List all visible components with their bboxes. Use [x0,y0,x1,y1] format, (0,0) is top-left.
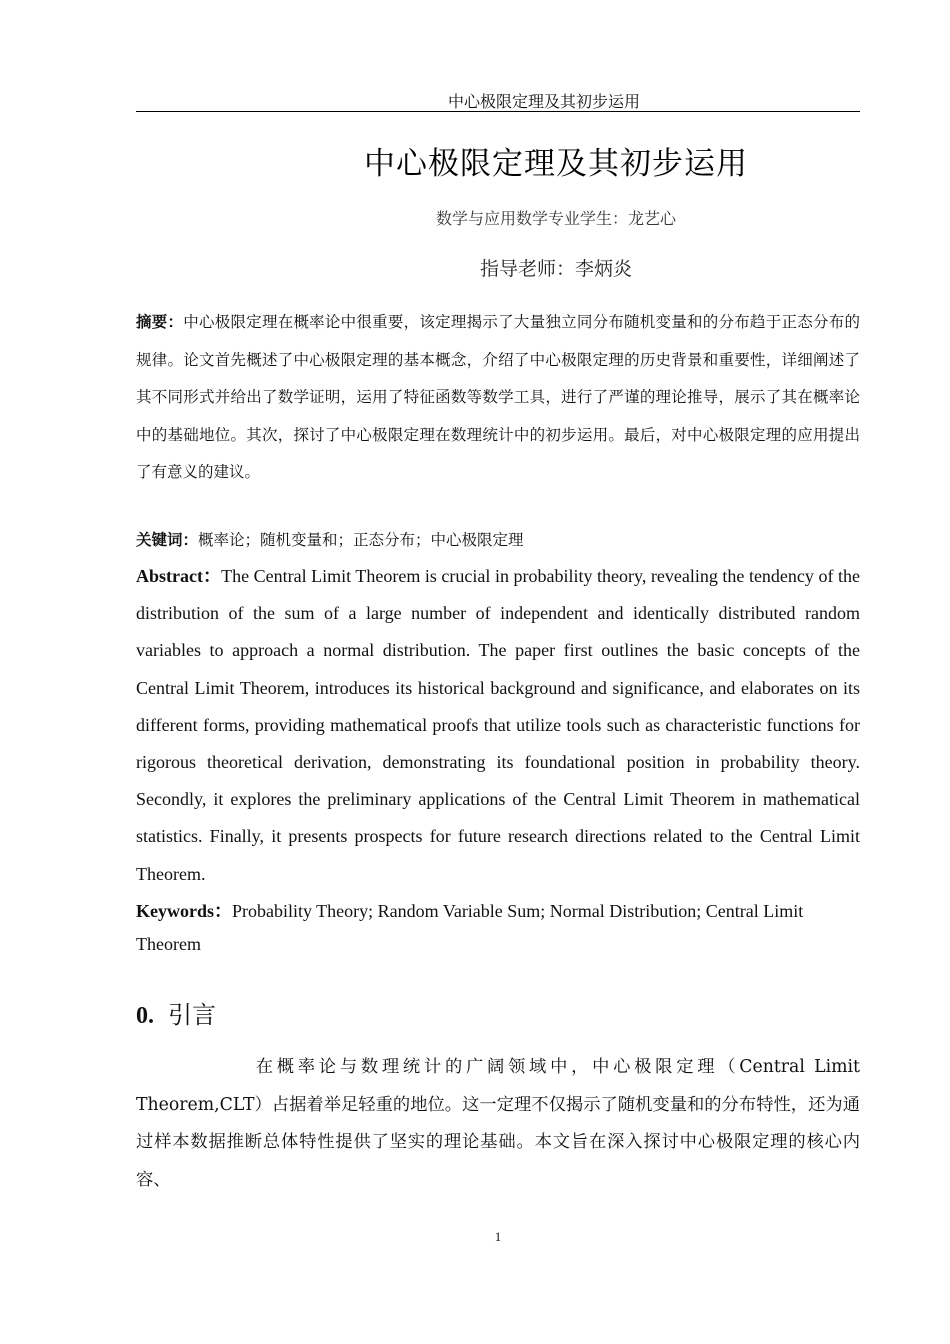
introduction-text: 在概率论与数理统计的广阔领域中，中心极限定理（Central Limit Theorem,CLT）占据着举足轻重的地位。这一定理不仅揭示了随机变量和的分布特性，还为通过样本数据推断总体特性提供了坚实的理论基础。本文旨在深入探讨中心极限定理的核心内容、 [136,1057,860,1190]
abstract-english [136,558,860,893]
keywords-english-text: Probability Theory; Random Variable Sum; Normal Distribution; Central Limit Theorem [136,901,804,954]
abstract-chinese [136,303,860,492]
running-header [136,92,860,112]
introduction-paragraph [136,1049,860,1199]
abstract-english-label: Abstract： [136,566,222,586]
section-heading-introduction [136,997,216,1034]
abstract-chinese-label: 摘要： [136,312,184,331]
keywords-english [136,895,860,961]
paper-title: 中心极限定理及其初步运用 [364,146,748,182]
author-line: 数学与应用数学专业学生：龙艺心 [435,209,676,228]
abstract-english-text: The Central Limit Theorem is crucial in probability theory, revealing the tendency of the distribution of the sum of a large number of independent and identically distributed random variables to approach a normal distribution. The paper first outlines the basic concepts of the Central Limit Theorem, introduces its historical background and significance, and elaborates on its different forms, providing mathematical proofs that utilize tools such as characteristic functions for rigorous theoretical derivation, demonstrating its foundational position in probability theory. Secondly, it explores the preliminary applications of the Central Limit Theorem in mathematical statistics. Finally, it presents prospects for future research directions related to the Central Limit Theorem. [136,566,860,884]
section-number: 0. [136,1003,154,1029]
running-header-title: 中心极限定理及其初步运用 [447,92,640,111]
advisor-line: 指导老师：李炳炎 [479,258,632,280]
abstract-chinese-text: 中心极限定理在概率论中很重要，该定理揭示了大量独立同分布随机变量和的分布趋于正态分布的规律。论文首先概述了中心极限定理的基本概念，介绍了中心极限定理的历史背景和重要性，详细阐述了其不同形式并给出了数学证明，运用了特征函数等数学工具，进行了严谨的理论推导，展示了其在概率论中的基础地位。其次，探讨了中心极限定理在数理统计中的初步运用。最后，对中心极限定理的应用提出了有意义的建议。 [136,313,860,481]
page-number: 1 [494,1229,502,1244]
keywords-chinese-text: 概率论；随机变量和；正态分布；中心极限定理 [198,531,524,549]
section-title: 引言 [168,1001,216,1029]
keywords-chinese [136,525,860,555]
keywords-chinese-label: 关键词： [136,530,199,549]
keywords-english-label: Keywords： [136,901,232,921]
